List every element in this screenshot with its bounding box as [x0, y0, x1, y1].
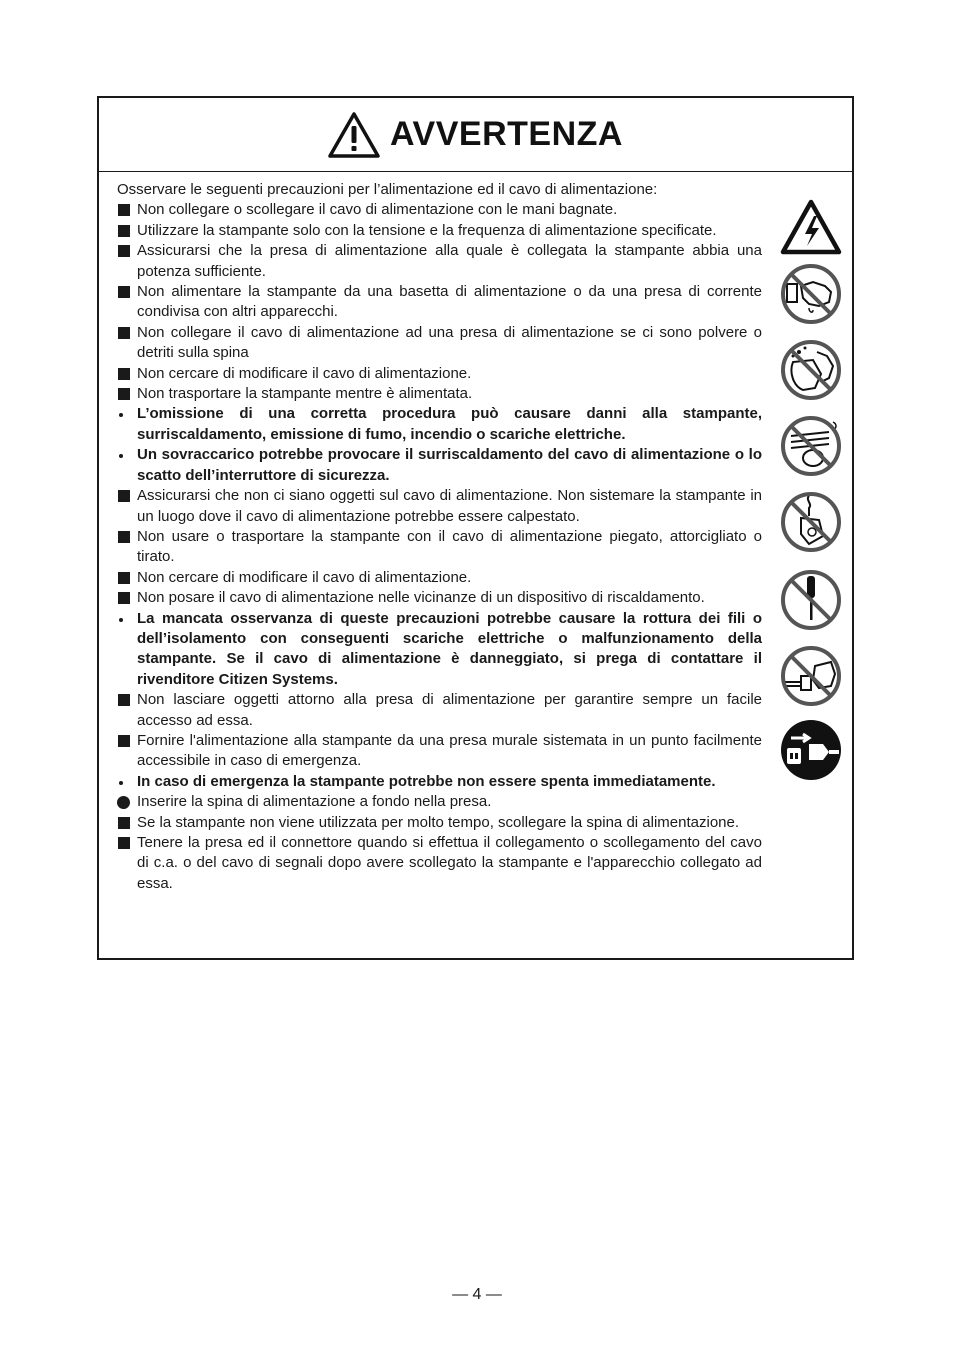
precaution-item	[117, 486, 762, 527]
precaution-text: Se la stampante non viene utilizzata per molto tempo, scollegare la spina di alimentazione.	[137, 813, 740, 831]
precaution-item	[117, 792, 762, 812]
precaution-text: Non trasportare la stampante mentre è alimentata.	[137, 385, 473, 403]
precaution-text: Non posare il cavo di alimentazione nelle vicinanze di un dispositivo di riscaldamento.	[137, 589, 705, 607]
precaution-text: Fornire l'alimentazione alla stampante da una presa murale sistemata in un punto facilmente accessibile in caso di emergenza.	[137, 731, 762, 770]
precaution-text: Inserire la spina di alimentazione a fondo nella presa.	[137, 793, 492, 811]
precaution-item	[117, 609, 762, 691]
precaution-text: Un sovraccarico potrebbe provocare il surriscaldamento del cavo di alimentazione o lo scatto dell’interruttore di sicurezza.	[137, 446, 762, 484]
precaution-text: Non collegare o scollegare il cavo di alimentazione con le mani bagnate.	[137, 201, 618, 219]
no-dusty-plug-icon	[779, 338, 843, 402]
precaution-text: Non lasciare oggetti attorno alla presa di alimentazione per garantire sempre un facile accesso ad essa.	[137, 691, 762, 729]
precaution-item	[117, 690, 762, 731]
unplug-icon	[779, 718, 843, 782]
precaution-item	[117, 241, 762, 282]
precaution-item	[117, 200, 762, 220]
precaution-list	[117, 200, 762, 894]
precaution-item	[117, 568, 762, 588]
page-number: — 4 —	[452, 1286, 502, 1303]
precaution-item	[117, 731, 762, 772]
warning-triangle-icon	[328, 112, 380, 158]
precaution-item	[117, 445, 762, 486]
precaution-item	[117, 282, 762, 323]
warning-title: AVVERTENZA	[390, 115, 623, 153]
no-disassembly-icon	[779, 568, 843, 632]
precaution-item	[117, 772, 762, 792]
precaution-text: Assicurarsi che non ci siano oggetti sul cavo di alimentazione. Non sistemare la stampante in un luogo dove il cavo di alimentazione potrebbe essere calpestato.	[137, 487, 762, 525]
warning-header	[99, 98, 852, 172]
precaution-text: Assicurarsi che la presa di alimentazione alla quale è collegata la stampante abbia una potenza sufficiente.	[137, 242, 762, 280]
precaution-text: Non cercare di modificare il cavo di alimentazione.	[137, 568, 472, 586]
precaution-text: Tenere la presa ed il connettore quando si effettua il collegamento o scollegamento del cavo di c.a. o del cavo di segnali dopo avere scollegato la stampante e l'apparecchio collegato ad essa.	[137, 834, 762, 892]
precaution-text: Utilizzare la stampante solo con la tensione e la frequenza di alimentazione specificate.	[137, 221, 717, 239]
electric-shock-warning-icon	[779, 196, 843, 260]
precaution-item	[117, 364, 762, 384]
warning-box	[97, 96, 854, 960]
precaution-item	[117, 323, 762, 364]
precaution-text: Non collegare il cavo di alimentazione ad una presa di alimentazione se ci sono polvere o detriti sulla spina	[137, 323, 762, 362]
precaution-text: La mancata osservanza di queste precauzioni potrebbe causare la rottura dei fili o dell’isolamento con conseguenti scariche elettriche o malfunzionamento della stampante. Se il cavo di alimentazione è danneggiato, si prega di contattare il rivenditore Citizen Systems.	[137, 609, 762, 688]
warning-intro: Osservare le seguenti precauzioni per l’alimentazione ed il cavo di alimentazione:	[117, 181, 658, 198]
precaution-text: In caso di emergenza la stampante potrebbe non essere spenta immediatamente.	[137, 772, 716, 790]
precaution-item	[117, 813, 762, 833]
precaution-text: L’omissione di una corretta procedura può causare danni alla stampante, surriscaldamento, emissione di fumo, incendio o scariche elettriche.	[137, 405, 762, 443]
no-pulling-cord-icon	[779, 644, 843, 708]
precaution-text: Non alimentare la stampante da una basetta di alimentazione o da una presa di corrente condivisa con altri apparecchi.	[137, 283, 762, 321]
precaution-text: Non usare o trasportare la stampante con il cavo di alimentazione piegato, attorcigliato o tirato.	[137, 527, 762, 566]
precaution-item	[117, 221, 762, 241]
precaution-item	[117, 588, 762, 608]
precaution-text: Non cercare di modificare il cavo di alimentazione.	[137, 364, 472, 382]
no-hanging-cord-icon	[779, 490, 843, 554]
precaution-item	[117, 833, 762, 894]
no-bundled-cord-icon	[779, 414, 843, 478]
no-wet-hands-plug-icon	[779, 262, 843, 326]
precaution-item	[117, 404, 762, 445]
precaution-item	[117, 384, 762, 404]
precaution-item	[117, 527, 762, 568]
warning-body	[117, 180, 762, 894]
